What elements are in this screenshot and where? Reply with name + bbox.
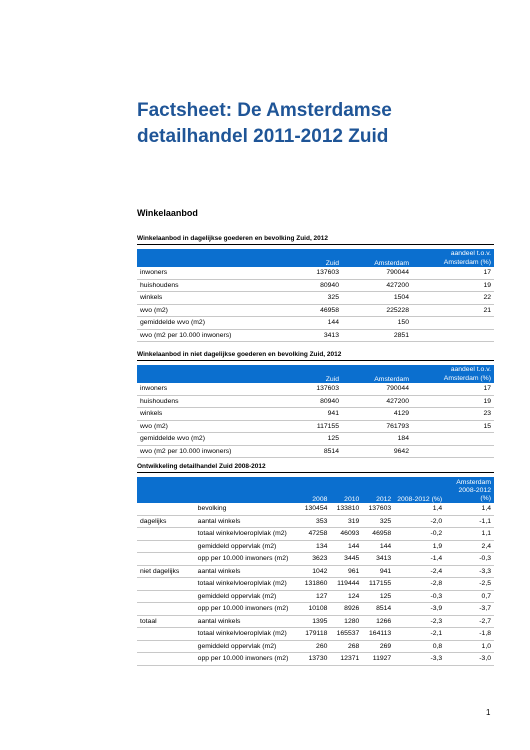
table2-cell: 137603 (277, 383, 342, 395)
table2-row (137, 408, 494, 421)
table1-cell: huishoudens (137, 279, 277, 292)
table3-caption: Ontwikkeling detailhandel Zuid 2008-2012 (137, 463, 494, 473)
table2-cell: 117155 (277, 420, 342, 433)
table2-cell (412, 445, 494, 458)
table2-cell: 125 (277, 433, 342, 446)
table3-header-1 (195, 477, 299, 503)
table3-cell: 137603 (362, 503, 394, 515)
table1-cell: winkels (137, 292, 277, 305)
table3-cell: 3623 (298, 553, 330, 566)
table2-cell: 17 (412, 383, 494, 395)
table1-cell: 1504 (342, 292, 412, 305)
table3-cell: 11927 (362, 653, 394, 666)
table3-row (137, 628, 494, 641)
table2-row (137, 445, 494, 458)
table3-cell: 133810 (330, 503, 362, 515)
table3-cell: -2,8 (394, 578, 445, 591)
table3-cell (137, 653, 195, 666)
table3-cell: 2,4 (445, 540, 494, 553)
table3-cell: 961 (330, 565, 362, 578)
table3-cell: totaal winkelvloeroplvlak (m2) (195, 528, 299, 541)
table1-row (137, 267, 494, 279)
table3-cell (137, 640, 195, 653)
table3-row (137, 640, 494, 653)
table3-cell: 1,4 (445, 503, 494, 515)
table1-cell: wvo (m2) (137, 304, 277, 317)
table1-cell: 80940 (277, 279, 342, 292)
table3-cell: gemiddeld oppervlak (m2) (195, 540, 299, 553)
table2-cell: 80940 (277, 395, 342, 408)
table3-cell: 8514 (362, 603, 394, 616)
table3-cell: 144 (330, 540, 362, 553)
table3-header-0 (137, 477, 195, 503)
table1-cell: wvo (m2 per 10.000 inwoners) (137, 329, 277, 342)
table2-cell: wvo (m2) (137, 420, 277, 433)
table2-header-2: Amsterdam (342, 365, 412, 383)
table2-cell: 23 (412, 408, 494, 421)
table1-row (137, 279, 494, 292)
table2-header-3: aandeel t.o.v. Amsterdam (%) (412, 365, 494, 383)
page-number: 1 (486, 708, 491, 717)
table3-cell: -2,4 (394, 565, 445, 578)
table1-cell: 790044 (342, 267, 412, 279)
table1-cell: 3413 (277, 329, 342, 342)
table3-header-6: Amsterdam 2008-2012 (%) (445, 477, 494, 503)
table3-cell: 353 (298, 515, 330, 528)
table2-cell: gemiddelde wvo (m2) (137, 433, 277, 446)
table3-cell: 127 (298, 590, 330, 603)
table3-cell: 1266 (362, 615, 394, 628)
table3-header-5: 2008-2012 (%) (394, 477, 445, 503)
table2-cell: wvo (m2 per 10.000 inwoners) (137, 445, 277, 458)
table1-cell: 427200 (342, 279, 412, 292)
table2-cell: inwoners (137, 383, 277, 395)
table1-row (137, 304, 494, 317)
table3-cell: 117155 (362, 578, 394, 591)
table3-cell: -0,3 (445, 553, 494, 566)
table3-cell: 144 (362, 540, 394, 553)
table3-cell (137, 553, 195, 566)
table2-cell: 8514 (277, 445, 342, 458)
table2-row (137, 395, 494, 408)
table-dagelijkse-goederen (137, 249, 494, 342)
table3-cell: -2,3 (394, 615, 445, 628)
table1-cell: 225228 (342, 304, 412, 317)
table2-cell: 184 (342, 433, 412, 446)
table3-cell (137, 503, 195, 515)
table2-row (137, 383, 494, 395)
table2-cell: 15 (412, 420, 494, 433)
table3-row (137, 615, 494, 628)
table3-cell: 3413 (362, 553, 394, 566)
table3-cell: -1,4 (394, 553, 445, 566)
table3-cell: 0,8 (394, 640, 445, 653)
table3-cell: 130454 (298, 503, 330, 515)
table1-cell: 2851 (342, 329, 412, 342)
table2-caption: Winkelaanbod in niet dagelijkse goederen en bevolking Zuid, 2012 (137, 351, 494, 361)
table3-cell: 124 (330, 590, 362, 603)
table3-row (137, 553, 494, 566)
table3-cell: 12371 (330, 653, 362, 666)
table3-cell: 179118 (298, 628, 330, 641)
table3-cell: 260 (298, 640, 330, 653)
table3-cell: 46958 (362, 528, 394, 541)
table3-cell: gemiddeld oppervlak (m2) (195, 640, 299, 653)
table3-cell: -2,0 (394, 515, 445, 528)
table3-cell: aantal winkels (195, 615, 299, 628)
table3-cell: 325 (362, 515, 394, 528)
table3-cell: 1,9 (394, 540, 445, 553)
table3-cell: 164113 (362, 628, 394, 641)
table3-cell: 0,7 (445, 590, 494, 603)
table1-cell: 17 (412, 267, 494, 279)
table3-header-2: 2008 (298, 477, 330, 503)
table2-cell: 9642 (342, 445, 412, 458)
table3-row (137, 540, 494, 553)
table3-cell: totaal (137, 615, 195, 628)
table3-cell: -2,1 (394, 628, 445, 641)
table1-cell (412, 329, 494, 342)
table3-cell: opp per 10.000 inwoners (m2) (195, 603, 299, 616)
table1-cell: 325 (277, 292, 342, 305)
table2-header-1: Zuid (277, 365, 342, 383)
table1-header-0 (137, 249, 277, 267)
table1-cell: 19 (412, 279, 494, 292)
table3-cell: 119444 (330, 578, 362, 591)
table3-cell: aantal winkels (195, 565, 299, 578)
table2-row (137, 433, 494, 446)
table1-row (137, 329, 494, 342)
table3-cell: totaal winkelvloeroplvlak (m2) (195, 628, 299, 641)
table2-cell: 4129 (342, 408, 412, 421)
table2-cell: huishoudens (137, 395, 277, 408)
table1-cell: 137603 (277, 267, 342, 279)
table3-cell: 47258 (298, 528, 330, 541)
table3-cell: opp per 10.000 inwoners (m2) (195, 553, 299, 566)
table3-row (137, 590, 494, 603)
table3-cell: 941 (362, 565, 394, 578)
table3-cell: 319 (330, 515, 362, 528)
table3-row (137, 565, 494, 578)
table3-cell: -2,5 (445, 578, 494, 591)
table1-row (137, 292, 494, 305)
table1-header-2: Amsterdam (342, 249, 412, 267)
table3-cell: 131860 (298, 578, 330, 591)
table3-cell: -1,1 (445, 515, 494, 528)
table3-cell: gemiddeld oppervlak (m2) (195, 590, 299, 603)
table2-row (137, 420, 494, 433)
table3-row (137, 515, 494, 528)
table2-cell (412, 433, 494, 446)
table3-cell: -3,3 (445, 565, 494, 578)
table3-cell: 10108 (298, 603, 330, 616)
table1-row (137, 317, 494, 330)
table3-cell: -0,2 (394, 528, 445, 541)
table3-cell: -3,3 (394, 653, 445, 666)
table-niet-dagelijkse-goederen (137, 365, 494, 458)
table3-cell: opp per 10.000 inwoners (m2) (195, 653, 299, 666)
table3-cell: aantal winkels (195, 515, 299, 528)
table3-cell: 1,1 (445, 528, 494, 541)
table1-cell: inwoners (137, 267, 277, 279)
table1-cell: 46958 (277, 304, 342, 317)
table3-cell: bevolking (195, 503, 299, 515)
table1-header-3: aandeel t.o.v. Amsterdam (%) (412, 249, 494, 267)
table1-cell (412, 317, 494, 330)
table3-cell (137, 590, 195, 603)
table3-cell: -2,7 (445, 615, 494, 628)
table3-cell: 3445 (330, 553, 362, 566)
table3-cell: 1042 (298, 565, 330, 578)
table3-cell: 134 (298, 540, 330, 553)
table2-cell: 427200 (342, 395, 412, 408)
table2-header-0 (137, 365, 277, 383)
table1-cell: 22 (412, 292, 494, 305)
table3-cell: 1,4 (394, 503, 445, 515)
table3-cell: -3,7 (445, 603, 494, 616)
table3-row (137, 528, 494, 541)
table3-cell (137, 578, 195, 591)
table2-cell: 761793 (342, 420, 412, 433)
table-ontwikkeling (137, 477, 494, 666)
table1-cell: 150 (342, 317, 412, 330)
table3-cell: 8926 (330, 603, 362, 616)
table3-cell: 1395 (298, 615, 330, 628)
title-line-2: detailhandel 2011-2012 Zuid (137, 126, 389, 147)
table2-cell: 19 (412, 395, 494, 408)
section-heading: Winkelaanbod (137, 208, 198, 218)
table2-cell: 790044 (342, 383, 412, 395)
table3-cell: 125 (362, 590, 394, 603)
table3-cell: 1280 (330, 615, 362, 628)
table1-cell: 144 (277, 317, 342, 330)
table2-cell: winkels (137, 408, 277, 421)
table3-cell (137, 540, 195, 553)
table1-header-1: Zuid (277, 249, 342, 267)
table3-row (137, 653, 494, 666)
table3-cell: niet dagelijks (137, 565, 195, 578)
table3-cell: 13730 (298, 653, 330, 666)
table3-cell (137, 603, 195, 616)
table3-row (137, 603, 494, 616)
table1-header-row (137, 249, 494, 267)
table3-cell (137, 528, 195, 541)
table3-cell: 46093 (330, 528, 362, 541)
table1-cell: gemiddelde wvo (m2) (137, 317, 277, 330)
table1-caption: Winkelaanbod in dagelijkse goederen en bevolking Zuid, 2012 (137, 235, 494, 245)
table3-cell: -1,8 (445, 628, 494, 641)
table3-row (137, 578, 494, 591)
table2-cell: 941 (277, 408, 342, 421)
table3-header-4: 2012 (362, 477, 394, 503)
table1-cell: 21 (412, 304, 494, 317)
table3-cell: -3,0 (445, 653, 494, 666)
table3-cell: 1,0 (445, 640, 494, 653)
table3-cell: -3,9 (394, 603, 445, 616)
table3-cell (137, 628, 195, 641)
table3-row (137, 503, 494, 515)
table2-header-row (137, 365, 494, 383)
document-title (137, 98, 477, 150)
table3-cell: dagelijks (137, 515, 195, 528)
table3-cell: totaal winkelvloeroplvlak (m2) (195, 578, 299, 591)
table3-cell: 268 (330, 640, 362, 653)
table3-header-row (137, 477, 494, 503)
table3-cell: -0,3 (394, 590, 445, 603)
title-line-1: Factsheet: De Amsterdamse (137, 100, 392, 121)
table3-cell: 165537 (330, 628, 362, 641)
table3-cell: 269 (362, 640, 394, 653)
table3-header-3: 2010 (330, 477, 362, 503)
